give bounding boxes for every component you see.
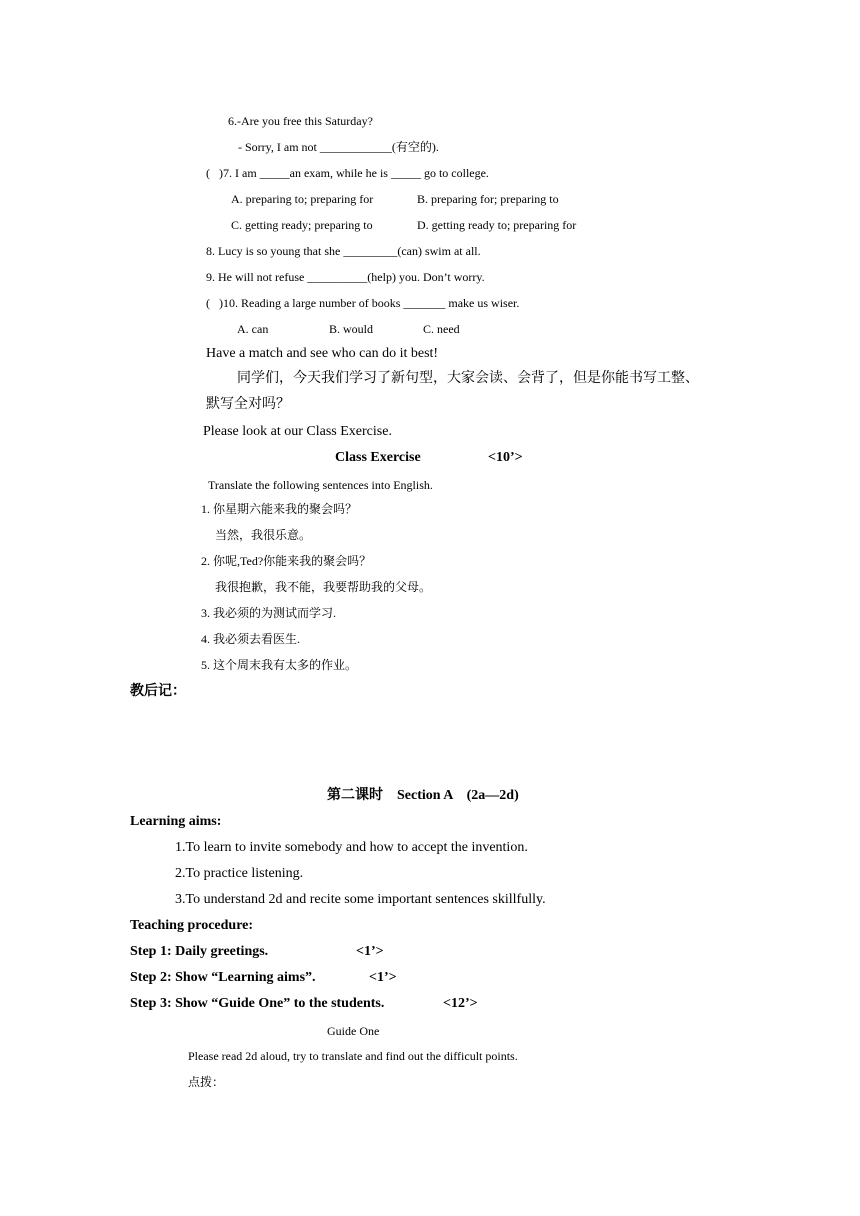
q7-option-a: A. preparing to; preparing for <box>231 192 374 206</box>
q10-option-b: B. would <box>329 322 374 336</box>
translate-item-1: 1. 你星期六能来我的聚会吗？ <box>201 502 358 516</box>
translate-item-1-answer: 当然，我很乐意。 <box>215 528 312 542</box>
guide-one-title: Guide One <box>327 1024 380 1038</box>
class-exercise-time: <10’> <box>488 450 523 465</box>
step-2-label: Step 2: Show “Learning aims”. <box>130 970 316 985</box>
match-line-2: 默写全对吗？ <box>206 397 290 412</box>
q10-stem: ( )10. Reading a large number of books _______ make us wiser. <box>206 296 520 310</box>
q7-option-b: B. preparing for; preparing to <box>417 192 559 206</box>
step-3-time: <12’> <box>443 996 478 1011</box>
learning-aim-2: 2.To practice listening. <box>175 866 304 881</box>
afterword-label: 教后记： <box>130 684 186 699</box>
translate-item-4: 4. 我必须去看医生. <box>201 632 301 646</box>
translate-item-2: 2. 你呢,Ted?你能来我的聚会吗？ <box>201 554 372 568</box>
q7-option-c: C. getting ready; preparing to <box>231 218 373 232</box>
class-exercise-title: Class Exercise <box>335 450 421 465</box>
step-1-time: <1’> <box>356 944 384 959</box>
teaching-procedure-heading: Teaching procedure: <box>130 918 254 933</box>
learning-aim-1: 1.To learn to invite somebody and how to accept the invention. <box>175 840 528 855</box>
lesson2-title: 第二课时 Section A (2a—2d) <box>327 788 519 803</box>
class-exercise-instruction: Translate the following sentences into English. <box>208 478 433 492</box>
q6-prompt: 6.-Are you free this Saturday? <box>228 114 373 128</box>
step-2-time: <1’> <box>369 970 397 985</box>
q10-option-a: A. can <box>237 322 269 336</box>
hint-label: 点拨： <box>188 1075 225 1089</box>
step-3-label: Step 3: Show “Guide One” to the students. <box>130 996 385 1011</box>
match-heading: Have a match and see who can do it best! <box>206 346 439 361</box>
match-line-1: 同学们，今天我们学习了新句型，大家会读、会背了，但是你能书写工整、 <box>237 371 699 386</box>
translate-item-2-answer: 我很抱歉，我不能，我要帮助我的父母。 <box>215 580 432 594</box>
learning-aim-3: 3.To understand 2d and recite some important sentences skillfully. <box>175 892 546 907</box>
match-look: Please look at our Class Exercise. <box>203 424 392 439</box>
guide-one-text: Please read 2d aloud, try to translate and find out the difficult points. <box>188 1049 518 1063</box>
learning-aims-heading: Learning aims: <box>130 814 222 829</box>
q7-option-d: D. getting ready to; preparing for <box>417 218 577 232</box>
q10-option-c: C. need <box>423 322 460 336</box>
translate-item-3: 3. 我必须的为测试而学习. <box>201 606 337 620</box>
translate-item-5: 5. 这个周末我有太多的作业。 <box>201 658 358 672</box>
q6-answer: - Sorry, I am not ____________(有空的). <box>238 140 439 154</box>
step-1-label: Step 1: Daily greetings. <box>130 944 269 959</box>
q8: 8. Lucy is so young that she _________(can) swim at all. <box>206 244 481 258</box>
q9: 9. He will not refuse __________(help) you. Don’t worry. <box>206 270 485 284</box>
q7-stem: ( )7. I am _____an exam, while he is _____ go to college. <box>206 166 489 180</box>
